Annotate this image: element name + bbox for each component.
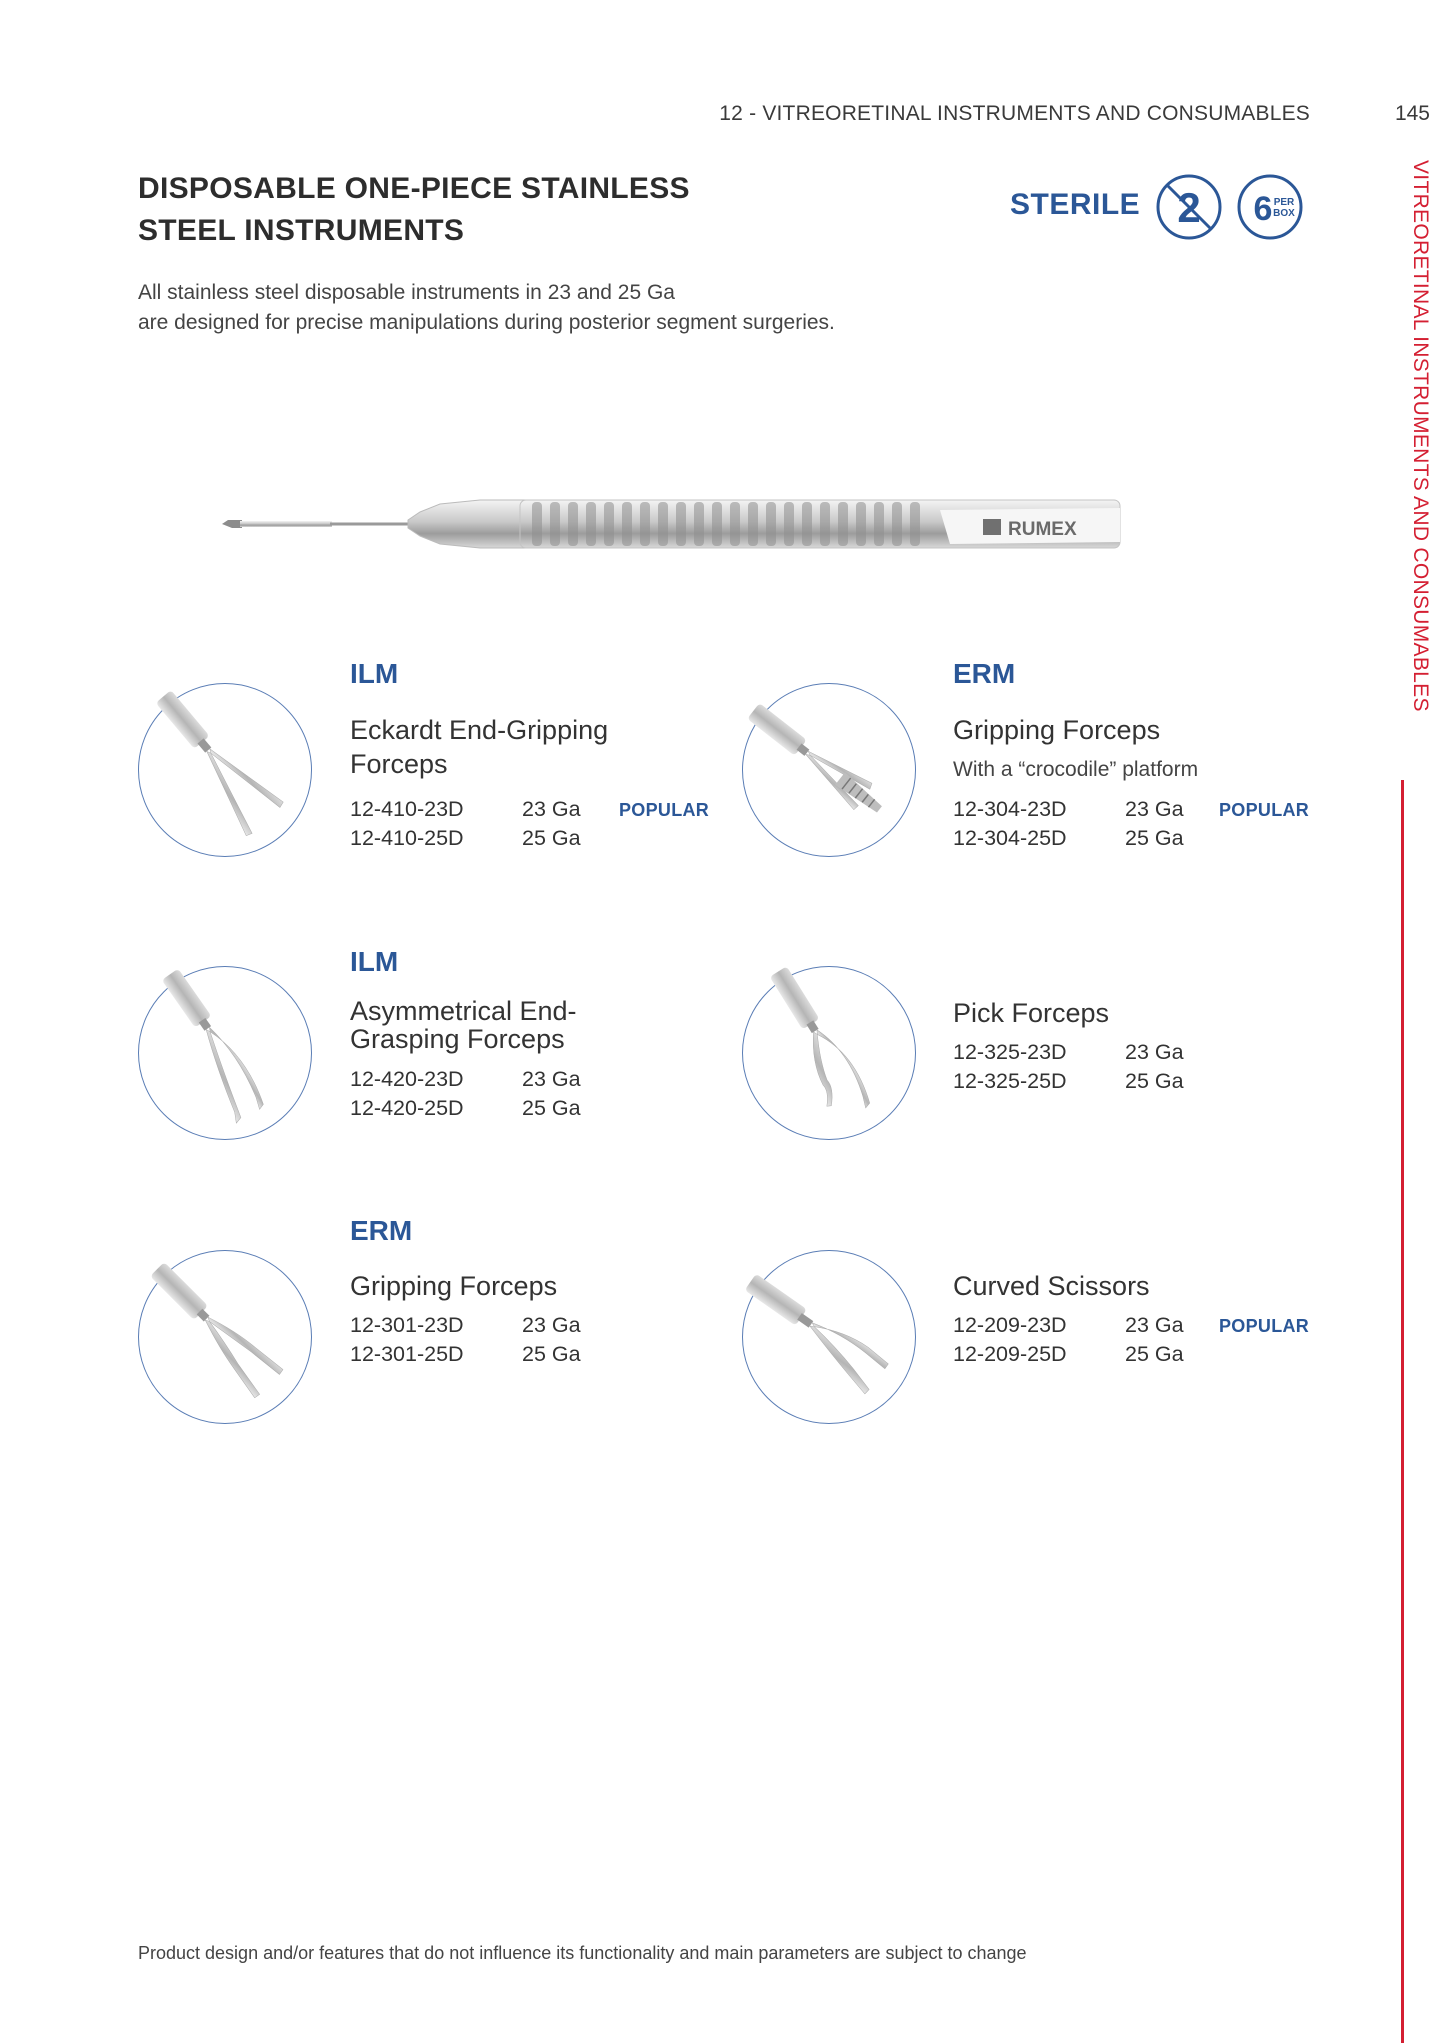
single-use-digit: 2 — [1177, 184, 1201, 231]
product-gauge: 23 Ga — [1125, 1313, 1184, 1337]
product-subtitle: With a “crocodile” platform — [953, 758, 1199, 781]
product-name-line-1: Eckardt End-Gripping — [350, 715, 609, 745]
product-gauge: 23 Ga — [522, 1313, 581, 1337]
hero-instrument-image — [220, 490, 1140, 560]
product-code: 12-304-23D — [953, 797, 1067, 821]
page-title — [138, 168, 838, 252]
product-image-circle — [742, 1250, 916, 1424]
product-name — [350, 713, 680, 781]
forceps-pick-icon — [743, 967, 915, 1139]
per-box-label-1: PER — [1273, 197, 1295, 208]
product-category: ERM — [953, 658, 1016, 689]
product-name-line-1: Asymmetrical End- — [350, 996, 577, 1026]
forceps-asymmetrical-icon — [139, 967, 311, 1139]
product-gauge: 23 Ga — [1125, 797, 1184, 821]
intro-text — [138, 278, 1038, 338]
popular-badge: POPULAR — [1219, 1316, 1310, 1336]
product-code: 12-301-23D — [350, 1313, 464, 1337]
product-code: 12-410-23D — [350, 797, 464, 821]
product-gauge: 25 Ga — [522, 1342, 581, 1366]
per-box-label-2: BOX — [1273, 208, 1295, 219]
scissors-curved-icon — [743, 1251, 915, 1423]
intro-line-1: All stainless steel disposable instruments in 23 and 25 Ga — [138, 281, 675, 304]
product-gauge: 23 Ga — [522, 1067, 581, 1091]
product-code: 12-209-25D — [953, 1342, 1067, 1366]
per-box-count: 6 — [1253, 190, 1273, 228]
popular-badge: POPULAR — [619, 800, 710, 820]
product-name: Pick Forceps — [953, 998, 1110, 1028]
hero-tip — [222, 520, 242, 528]
product-gauge: 23 Ga — [1125, 1040, 1184, 1064]
popular-badge: POPULAR — [1219, 800, 1310, 820]
product-image-circle — [138, 683, 312, 857]
page-title-line-1: DISPOSABLE ONE-PIECE STAINLESS — [138, 172, 690, 205]
product-code: 12-325-25D — [953, 1069, 1067, 1093]
product-gauge: 25 Ga — [522, 1096, 581, 1120]
product-code: 12-420-23D — [350, 1067, 464, 1091]
forceps-crocodile-icon — [743, 684, 915, 856]
product-name — [350, 997, 680, 1053]
sterile-label: STERILE — [1010, 188, 1141, 221]
product-gauge: 25 Ga — [1125, 826, 1184, 850]
product-code: 12-410-25D — [350, 826, 464, 850]
product-image-circle — [742, 683, 916, 857]
product-image-circle — [138, 966, 312, 1140]
page-number: 145 — [1394, 102, 1430, 125]
product-name: Curved Scissors — [953, 1271, 1150, 1301]
intro-line-2: are designed for precise manipulations during posterior segment surgeries. — [138, 311, 835, 334]
product-gauge: 25 Ga — [522, 826, 581, 850]
running-header-section: 12 - VITREORETINAL INSTRUMENTS AND CONSUMABLES — [719, 102, 1310, 125]
forceps-gripping-icon — [139, 1251, 311, 1423]
product-code: 12-301-25D — [350, 1342, 464, 1366]
product-name: Gripping Forceps — [350, 1271, 558, 1301]
product-code: 12-420-25D — [350, 1096, 464, 1120]
hero-brand: RUMEX — [1008, 519, 1077, 540]
product-code: 12-325-23D — [953, 1040, 1067, 1064]
rumex-logo-icon — [983, 519, 1001, 535]
single-use-icon — [1154, 172, 1224, 242]
product-code: 12-209-23D — [953, 1313, 1067, 1337]
product-gauge: 25 Ga — [1125, 1069, 1184, 1093]
product-image-circle — [138, 1250, 312, 1424]
hero-tube — [240, 521, 332, 527]
product-code: 12-304-25D — [953, 826, 1067, 850]
hero-cone — [408, 500, 525, 548]
product-name-line-2: Forceps — [350, 749, 448, 779]
side-red-rule — [1401, 780, 1404, 2043]
product-name-line-2: Grasping Forceps — [350, 1024, 565, 1054]
page-title-line-2: STEEL INSTRUMENTS — [138, 214, 465, 247]
product-image-circle — [742, 966, 916, 1140]
forceps-eckardt-icon — [139, 684, 311, 856]
product-category: ILM — [350, 946, 399, 977]
side-section-title: VITREORETINAL INSTRUMENTS AND CONSUMABLES — [1409, 160, 1432, 712]
product-category: ERM — [350, 1215, 413, 1246]
product-name: Gripping Forceps — [953, 715, 1161, 745]
footer-disclaimer: Product design and/or features that do not influence its functionality and main parameters are subject to change — [138, 1943, 1027, 1963]
hero-shaft — [330, 523, 410, 526]
product-gauge: 23 Ga — [522, 797, 581, 821]
per-box-icon — [1235, 172, 1305, 242]
product-category: ILM — [350, 658, 399, 689]
product-gauge: 25 Ga — [1125, 1342, 1184, 1366]
